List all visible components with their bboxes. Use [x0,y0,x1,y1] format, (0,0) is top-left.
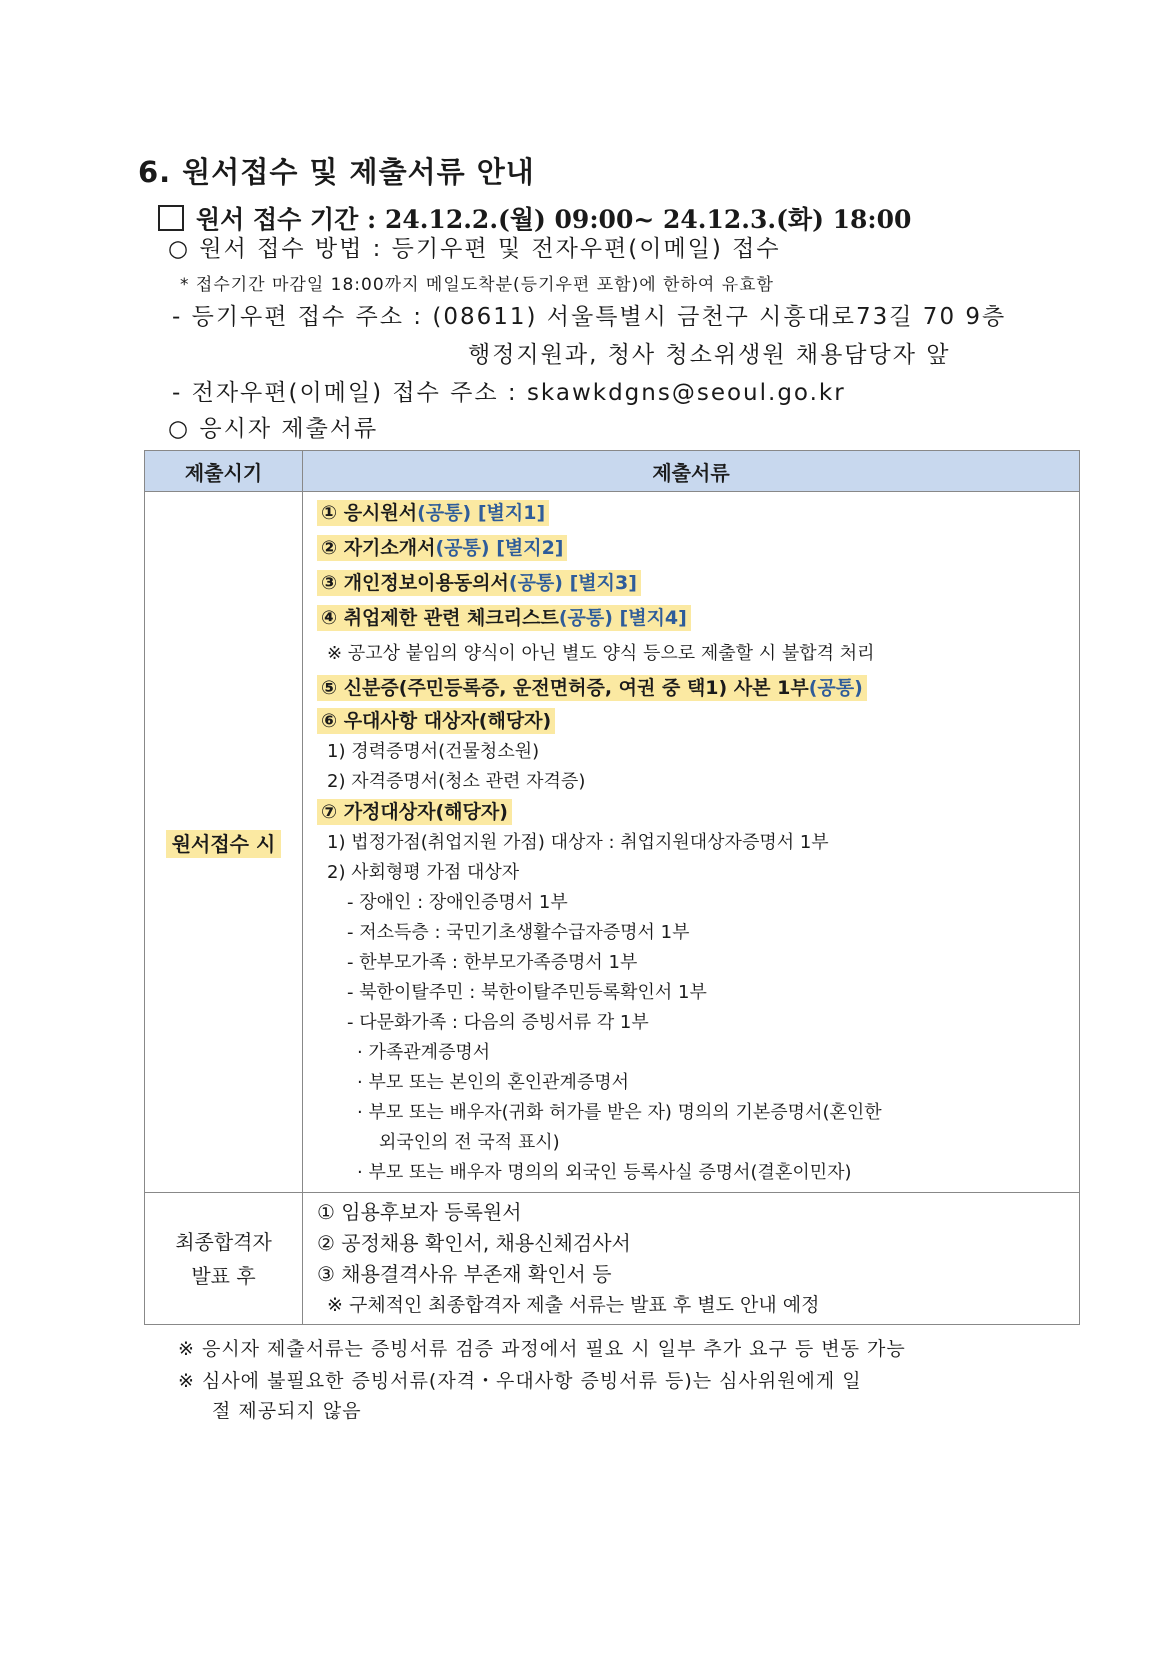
period-text: 원서 접수 기간 : 24.12.2.(월) 09:00~ 24.12.3.(화) 18:00 [196,205,912,234]
doc-item: ⑥ 우대사항 대상자(해당자) [317,706,1079,737]
multicultural-item: · 부모 또는 배우자 명의의 외국인 등록사실 증명서(결혼이민자) [357,1162,852,1183]
form-note: ※ 공고상 붙임의 양식이 아닌 별도 양식 등으로 제출할 시 불합격 처리 [327,643,875,664]
multicultural-item: · 부모 또는 배우자(귀화 허가를 받은 자) 명의의 기본증명서(혼인한 [357,1102,882,1123]
row-final-when [145,1193,303,1325]
email-address: - 전자우편(이메일) 접수 주소 : skawkdgns@seoul.go.kr [172,380,846,406]
social-item: - 장애인 : 장애인증명서 1부 [347,892,568,913]
documents-heading: ○ 응시자 제출서류 [168,416,379,442]
header-when: 제출시기 [145,451,303,492]
social-item: - 한부모가족 : 한부모가족증명서 1부 [347,952,638,973]
sub-item: 1) 경력증명서(건물청소원) [327,741,540,762]
when-label: 최종합격자 [175,1229,272,1254]
row-final-docs [303,1193,1080,1325]
application-method: ○ 원서 접수 방법 : 등기우편 및 전자우편(이메일) 접수 [168,236,781,262]
multicultural-item-cont: 외국인의 전 국적 표시) [379,1132,560,1153]
doc-item: ⑤ 신분증(주민등록증, 운전면허증, 여권 중 택1) 사본 1부(공통) [317,671,1079,706]
header-docs: 제출서류 [303,451,1080,492]
final-item: ① 임용후보자 등록원서 [317,1200,522,1224]
when-label: 발표 후 [191,1263,256,1288]
documents-table [144,450,1080,1325]
section-title: 6. 원서접수 및 제출서류 안내 [138,155,535,189]
row-application-when [145,492,303,1193]
doc-item: ⑦ 가정대상자(해당자) [317,797,1079,828]
social-item: - 다문화가족 : 다음의 증빙서류 각 1부 [347,1012,649,1033]
sub-item: 2) 사회형평 가점 대상자 [327,862,520,883]
checkbox-square-icon [158,205,184,231]
doc-item: ④ 취업제한 관련 체크리스트(공통) [별지4] [317,601,1079,636]
multicultural-item: · 가족관계증명서 [357,1042,491,1063]
doc-item: ② 자기소개서(공통) [별지2] [317,531,1079,566]
footnote-cont: 절 제공되지 않음 [212,1400,362,1422]
footnote: ※ 응시자 제출서류는 증빙서류 검증 과정에서 필요 시 일부 추가 요구 등 변동 가능 [178,1338,906,1360]
when-label: 원서접수 시 [166,830,282,858]
footnote: ※ 심사에 불필요한 증빙서류(자격・우대사항 증빙서류 등)는 심사위원에게 일 [178,1370,862,1392]
method-note: * 접수기간 마감일 18:00까지 메일도착분(등기우편 포함)에 한하여 유효함 [180,275,774,295]
sub-item: 2) 자격증명서(청소 관련 자격증) [327,771,586,792]
post-address: - 등기우편 접수 주소 : (08611) 서울특별시 금천구 시흥대로73길 70 9층 [172,304,1007,330]
final-item: ② 공정채용 확인서, 채용신체검사서 [317,1231,631,1255]
social-item: - 저소득층 : 국민기초생활수급자증명서 1부 [347,922,690,943]
final-item: ③ 채용결격사유 부존재 확인서 등 [317,1262,612,1286]
post-address-line2: 행정지원과, 청사 청소위생원 채용담당자 앞 [468,342,951,368]
doc-item: ③ 개인정보이용동의서(공통) [별지3] [317,566,1079,601]
sub-item: 1) 법정가점(취업지원 가점) 대상자 : 취업지원대상자증명서 1부 [327,832,829,853]
multicultural-item: · 부모 또는 본인의 혼인관계증명서 [357,1072,630,1093]
row-application-docs [303,492,1080,1193]
social-item: - 북한이탈주민 : 북한이탈주민등록확인서 1부 [347,982,707,1003]
doc-item: ① 응시원서(공통) [별지1] [317,496,1079,531]
final-note: ※ 구체적인 최종합격자 제출 서류는 발표 후 별도 안내 예정 [327,1294,820,1316]
